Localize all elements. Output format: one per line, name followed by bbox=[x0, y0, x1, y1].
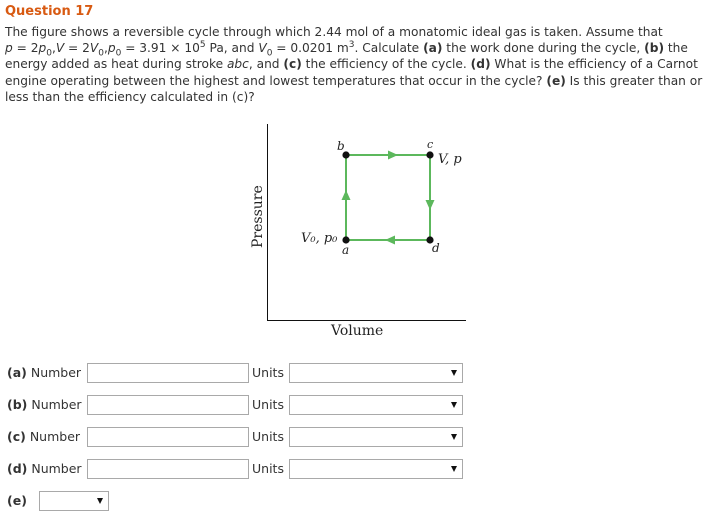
math-symbol: abc bbox=[226, 57, 249, 72]
math-symbol: V bbox=[89, 41, 99, 56]
number-label: Number bbox=[29, 429, 81, 444]
pv-diagram bbox=[240, 118, 500, 348]
math-symbol: V bbox=[55, 41, 65, 56]
dropdown-arrow-icon bbox=[451, 466, 457, 472]
part-marker: (e) bbox=[7, 493, 27, 508]
units-label: Units bbox=[252, 461, 284, 476]
answer-label-c bbox=[7, 429, 80, 444]
question-text-part: the energy added as heat during stroke bbox=[5, 41, 688, 72]
question-text bbox=[5, 24, 723, 105]
dropdown-arrow-icon bbox=[451, 434, 457, 440]
answer-label-e bbox=[7, 493, 27, 508]
question-text-part: What is the efficiency of a Carnot engine operating between the highest and lowest temperatures that occur in the cycle? bbox=[5, 57, 698, 88]
point-c-dot bbox=[426, 151, 433, 158]
point-c-label: c bbox=[427, 138, 434, 151]
question-text-part: = 3.91 × 10 bbox=[121, 41, 200, 56]
question-text-part: . Calculate bbox=[354, 41, 424, 56]
math-symbol: p bbox=[5, 41, 13, 56]
question-text-part: the efficiency of the cycle. bbox=[301, 57, 471, 72]
question-text-part: the work done during the cycle, bbox=[442, 41, 645, 56]
answer-c-number-input[interactable] bbox=[87, 427, 249, 447]
number-label: Number bbox=[30, 365, 82, 380]
question-text-part: The figure shows a reversible cycle through which 2.44 mol of a monatomic ideal gas is taken. Assume that bbox=[5, 25, 663, 39]
answer-e-select[interactable] bbox=[39, 491, 109, 511]
cycle-path bbox=[346, 155, 430, 240]
v0-p0-label: V₀, p₀ bbox=[301, 231, 338, 246]
part-marker: (d) bbox=[7, 461, 28, 476]
units-label: Units bbox=[252, 397, 284, 412]
math-exponent: 3 bbox=[348, 40, 355, 51]
math-subscript: 0 bbox=[115, 48, 122, 59]
answer-d-number-input[interactable] bbox=[87, 459, 249, 479]
question-text-part: , bbox=[103, 41, 108, 56]
math-subscript: 0 bbox=[266, 48, 273, 59]
dropdown-arrow-icon bbox=[97, 498, 103, 504]
question-text-part: = 0.0201 m bbox=[272, 41, 349, 56]
math-symbol: p bbox=[38, 41, 47, 56]
part-marker: (c) bbox=[7, 429, 26, 444]
question-title: Question 17 bbox=[5, 4, 94, 19]
answer-label-a bbox=[7, 365, 81, 380]
math-subscript: 0 bbox=[46, 48, 52, 59]
answer-b-units-select[interactable] bbox=[289, 395, 463, 415]
part-marker: (a) bbox=[423, 41, 443, 56]
part-marker: (d) bbox=[470, 57, 491, 72]
units-label: Units bbox=[252, 365, 284, 380]
answer-c-units-select[interactable] bbox=[289, 427, 463, 447]
part-marker: (c) bbox=[283, 57, 302, 72]
y-axis-label: Pressure bbox=[250, 185, 266, 248]
answer-label-b bbox=[7, 397, 82, 412]
dropdown-arrow-icon bbox=[451, 370, 457, 376]
part-marker: (b) bbox=[7, 397, 28, 412]
point-b-label: b bbox=[337, 139, 345, 153]
math-subscript: 0 bbox=[98, 48, 104, 59]
question-text-part: , bbox=[51, 41, 56, 56]
arrow-up-icon bbox=[342, 190, 351, 200]
units-label: Units bbox=[252, 429, 284, 444]
math-symbol: V bbox=[258, 41, 267, 56]
x-axis-label: Volume bbox=[331, 323, 384, 339]
arrow-right-icon bbox=[388, 151, 398, 160]
math-symbol: p bbox=[107, 41, 116, 56]
answer-d-units-select[interactable] bbox=[289, 459, 463, 479]
point-d-label: d bbox=[432, 241, 440, 255]
question-text-part: = 2 bbox=[64, 41, 90, 56]
number-label: Number bbox=[31, 397, 82, 412]
arrow-down-icon bbox=[426, 200, 435, 210]
part-marker: (e) bbox=[546, 73, 566, 88]
number-label: Number bbox=[31, 461, 82, 476]
v-p-label: V, p bbox=[438, 152, 462, 167]
answer-b-number-input[interactable] bbox=[87, 395, 249, 415]
dropdown-arrow-icon bbox=[451, 402, 457, 408]
part-marker: (a) bbox=[7, 365, 27, 380]
arrow-left-icon bbox=[385, 236, 395, 245]
answer-label-d bbox=[7, 461, 82, 476]
question-text-part: , and bbox=[248, 57, 284, 72]
part-marker: (b) bbox=[644, 41, 665, 56]
answer-a-number-input[interactable] bbox=[87, 363, 249, 383]
question-text-part: = 2 bbox=[12, 41, 39, 56]
question-text-part: Is this greater than or less than the efficiency calculated in (c)? bbox=[5, 73, 703, 104]
answer-a-units-select[interactable] bbox=[289, 363, 463, 383]
math-exponent: 5 bbox=[199, 40, 206, 51]
point-a-label: a bbox=[342, 243, 350, 257]
question-text-part: Pa, and bbox=[205, 41, 259, 56]
